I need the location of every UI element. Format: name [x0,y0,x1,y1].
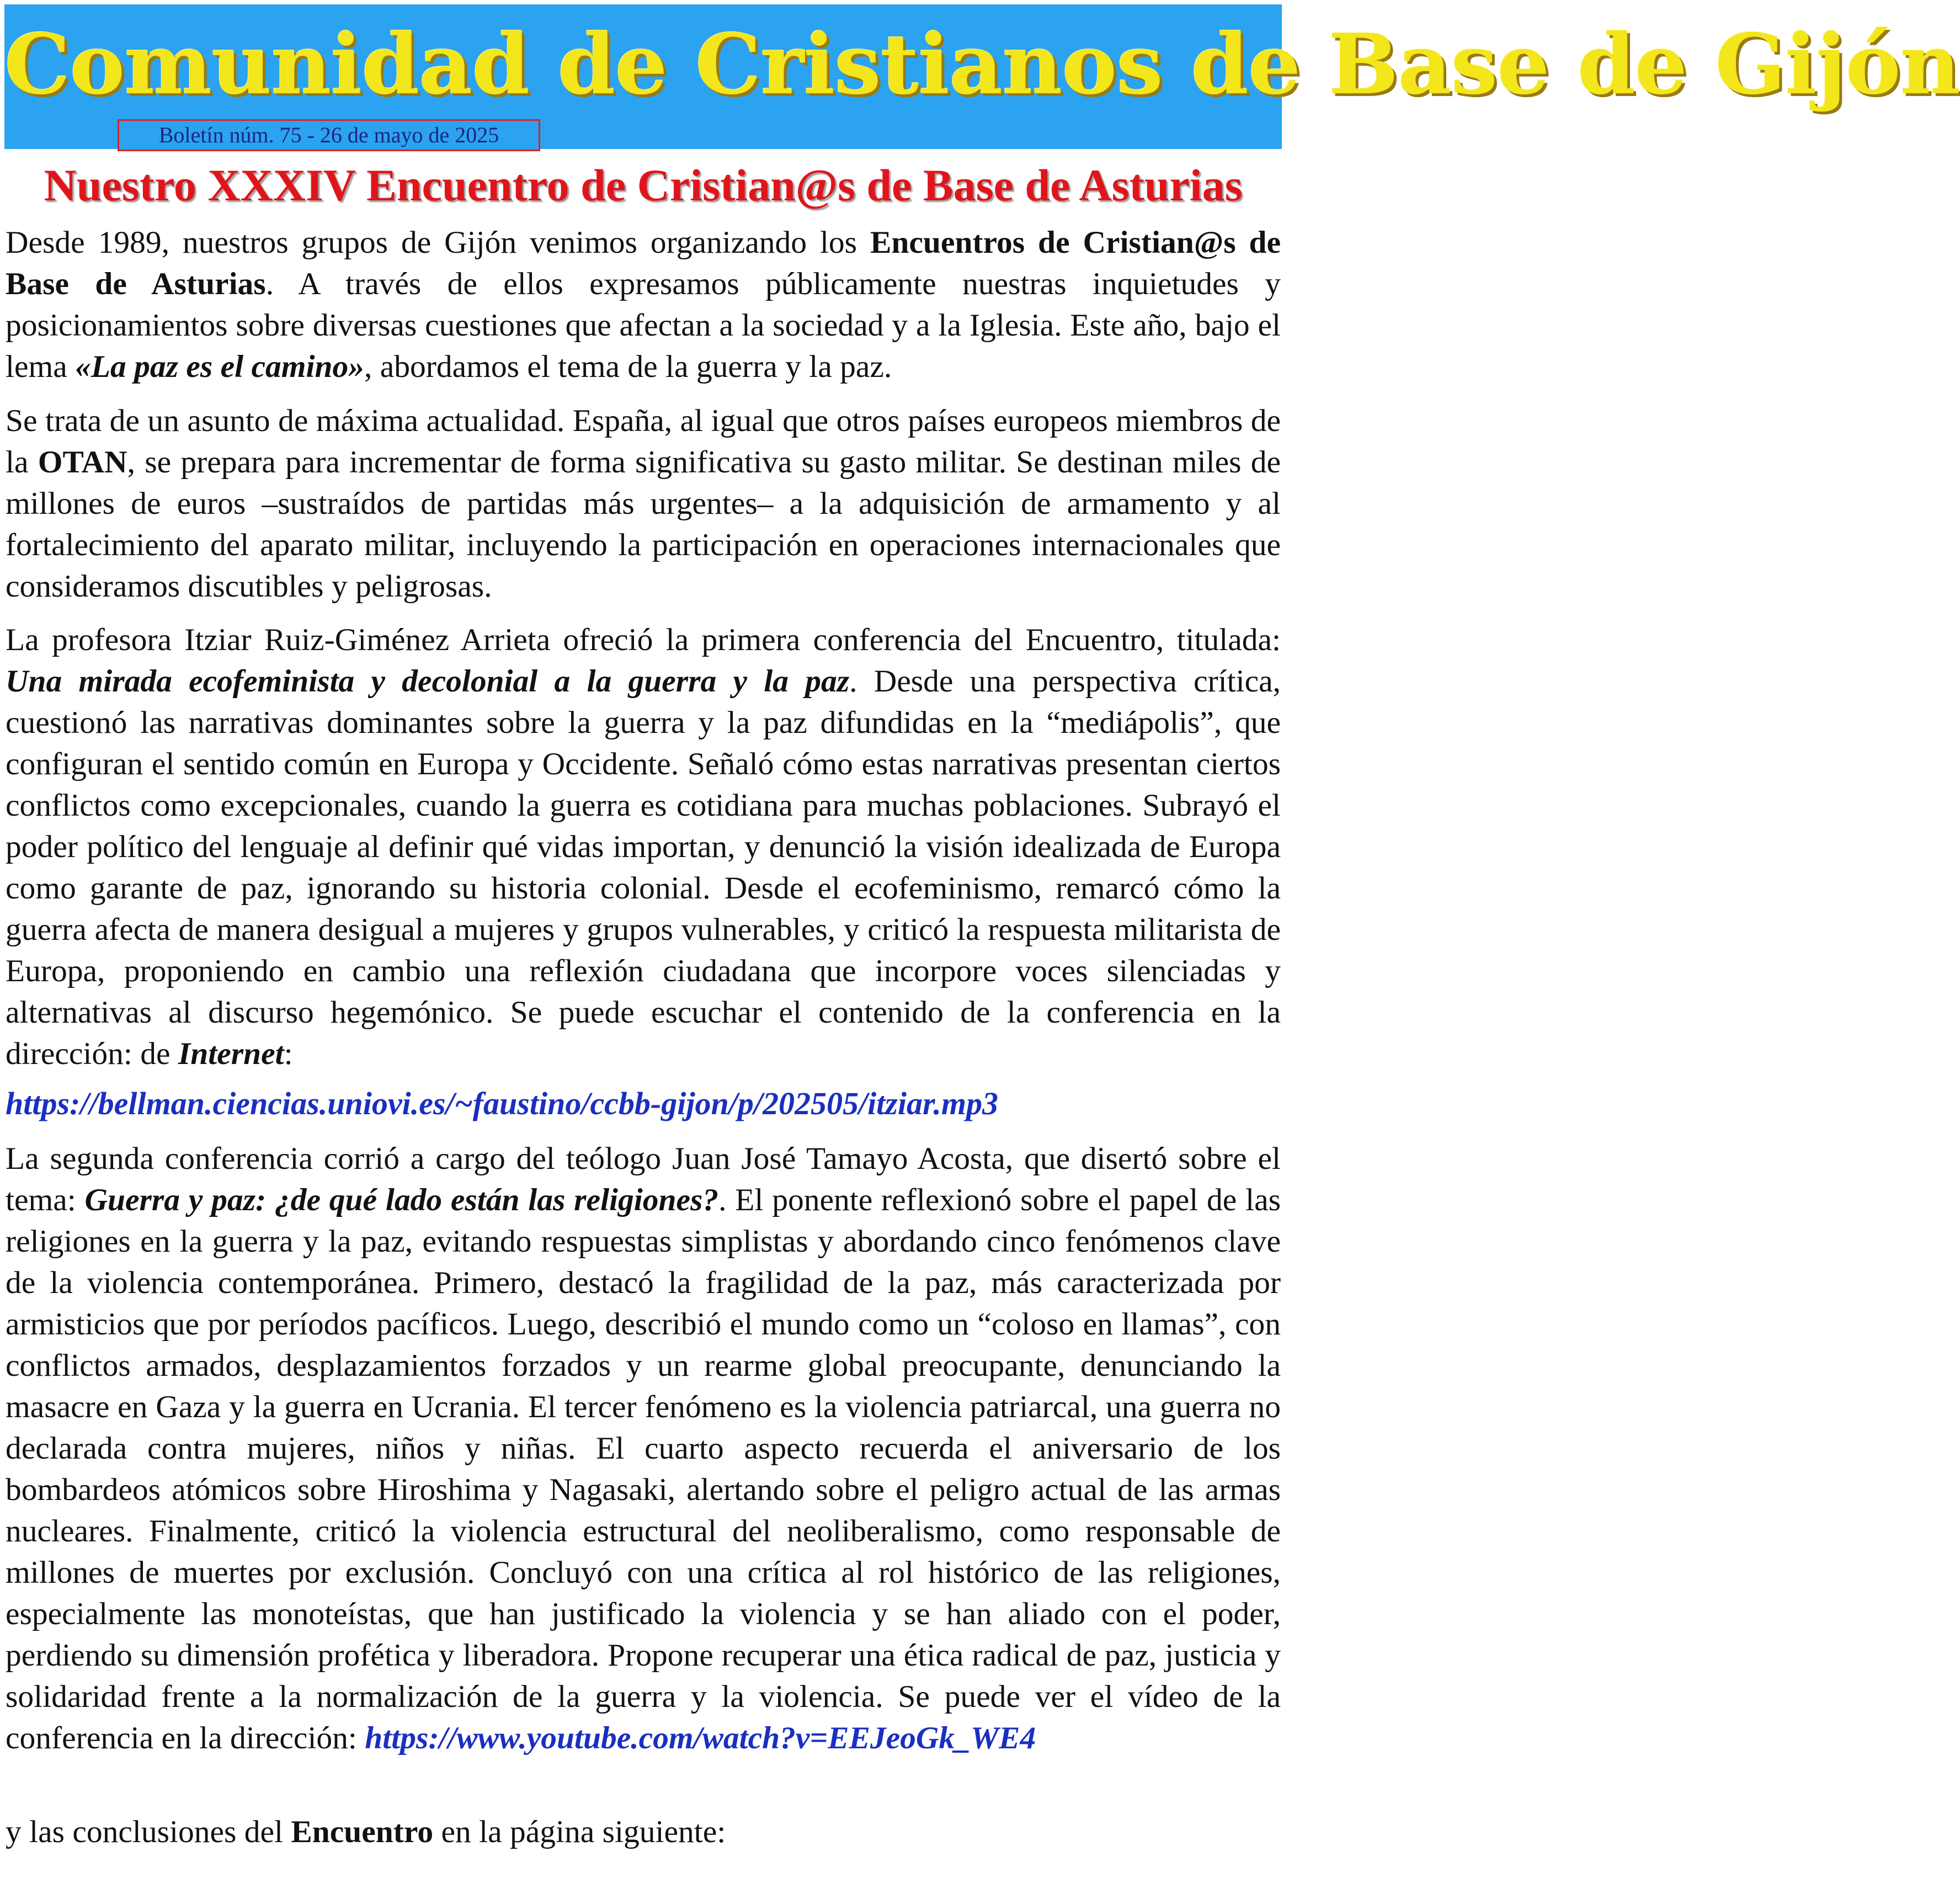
audio-link[interactable]: https://bellman.ciencias.uniovi.es/~faustino/ccbb-gijon/p/202505/itziar.mp3 [6,1086,998,1121]
issue-label: Boletín núm. 75 - 26 de mayo de 2025 [118,119,540,151]
paragraph-context: Se trata de un asunto de máxima actualidad. España, al igual que otros países europeos miembros de la OTAN, se prepara para incrementar de forma significativa su gasto militar. Se destinan miles de millones de euros ‒sustraídos de partidas más urgentes‒ a la adquisición de armamento y al fortalecimiento del aparato militar, incluyendo la participación en operaciones internacionales que consideramos discutibles y peligrosas. [6,403,1281,604]
paragraph-intro: Desde 1989, nuestros grupos de Gijón venimos organizando los Encuentros de Cristian@s de Base de Asturias. A través de ellos expresamos públicamente nuestras inquietudes y posicionamientos sobre diversas cuestiones que afectan a la sociedad y a la Iglesia. Este año, bajo el lema «La paz es el camino», abordamos el tema de la guerra y la paz. [6,225,1281,384]
paragraph-first-conference: La profesora Itziar Ruiz-Giménez Arrieta ofreció la primera conferencia del Encuentro, titulada: Una mirada ecofeminista y decolonial a la guerra y la paz. Desde una perspectiva crítica, cuestionó las narrativas dominantes sobre la guerra y la paz difundidas en la “mediápolis”, que configuran el sentido común en Europa y Occidente. Señaló cómo estas narrativas presentan ciertos conflictos como excepcionales, cuando la guerra es cotidiana para muchas poblaciones. Subrayó el poder político del lenguaje al definir qué vidas importan, y denunció la visión idealizada de Europa como garante de paz, ignorando su historia colonial. Desde el ecofeminismo, remarcó cómo la guerra afecta de manera desigual a mujeres y grupos vulnerables, y criticó la respuesta militarista de Europa, proponiendo en cambio una reflexión ciudadana que incorpore voces silenciadas y alternativas al discurso hegemónico. Se puede escuchar el contenido de la conferencia en la dirección: de Internet: [6,623,1281,1071]
community-title: Comunidad de Cristianos de Base de Gijón [4,16,1960,113]
header-banner [4,4,1960,149]
paragraph-second-conference: La segunda conferencia corrió a cargo del teólogo Juan José Tamayo Acosta, que disertó sobre el tema: Guerra y paz: ¿de qué lado están las religiones?. El ponente reflexionó sobre el papel de las religiones en la guerra y la paz, evitando respuestas simplistas y abordando cinco fenómenos clave de la violencia contemporánea. Primero, destacó la fragilidad de la paz, más caracterizada por armisticios que por períodos pacíficos. Luego, describió el mundo como un “coloso en llamas”, con conflictos armados, desplazamientos forzados y un rearme global preocupante, denunciando la masacre en Gaza y la guerra en Ucrania. El tercer fenómeno es la violencia patriarcal, una guerra no declarada contra mujeres, niños y niñas. El cuarto aspecto recuerda el aniversario de los bombardeos atómicos sobre Hiroshima y Nagasaki, alertando sobre el peligro actual de las armas nucleares. Finalmente, criticó la violencia estructural del neoliberalismo, como responsable de millones de muertes por exclusión. Concluyó con una crítica al rol histórico de las religiones, especialmente las monoteístas, que han justificado la violencia y se han aliado con el poder, perdiendo su dimensión profética y liberadora. Propone recuperar una ética radical de paz, justicia y solidaridad frente a la normalización de la guerra y la violencia. Se puede ver el vídeo de la conferencia en la dirección: https://www.youtube.com/watch?v=EEJeoGk_WE4 [6,1141,1281,1755]
paragraph-closing: y las conclusiones del Encuentro en la página siguiente: [6,1815,726,1849]
article-headline: Nuestro XXXIV Encuentro de Cristian@s de Base de Asturias [44,160,1243,210]
video-link[interactable]: https://www.youtube.com/watch?v=EEJeoGk_WE4 [365,1721,1036,1755]
